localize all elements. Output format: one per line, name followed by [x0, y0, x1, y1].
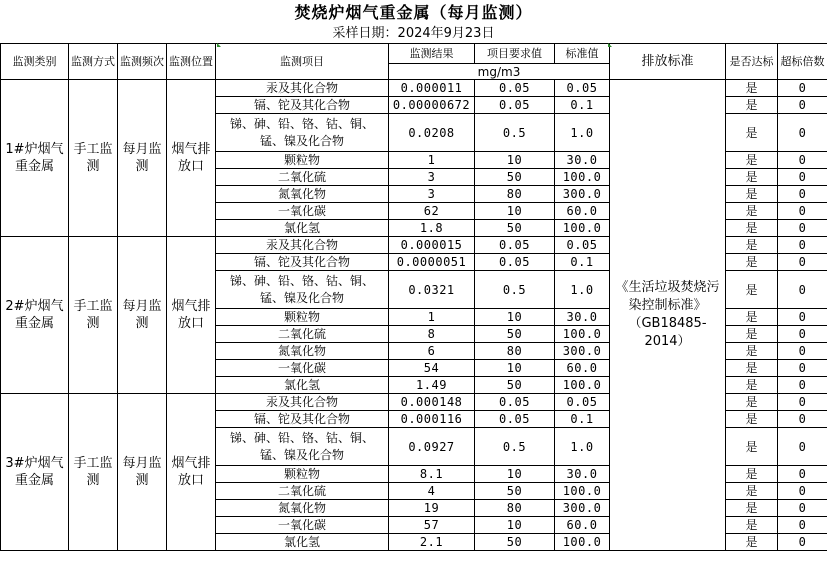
standard-value: 30.0: [555, 152, 610, 169]
compliance-status: 是: [726, 394, 778, 411]
required-value: 10: [475, 309, 555, 326]
monitoring-item: 汞及其化合物: [216, 394, 389, 411]
compliance-status: 是: [726, 534, 778, 551]
group-frequency: 每月监测: [118, 394, 167, 551]
group-category: 2#炉烟气重金属: [1, 237, 69, 394]
exceed-multiple: 0: [778, 326, 827, 343]
required-value: 0.05: [475, 237, 555, 254]
monitoring-result: 2.1: [389, 534, 475, 551]
monitoring-result: 8.1: [389, 466, 475, 483]
required-value: 80: [475, 186, 555, 203]
monitoring-result: 8: [389, 326, 475, 343]
header-standard-value: 标准值: [555, 44, 610, 64]
exceed-multiple: 0: [778, 203, 827, 220]
monitoring-result: 19: [389, 500, 475, 517]
exceed-multiple: 0: [778, 466, 827, 483]
required-value: 50: [475, 169, 555, 186]
standard-value: 1.0: [555, 428, 610, 466]
table-row: [1, 80, 827, 97]
exceed-multiple: 0: [778, 428, 827, 466]
monitoring-result: 57: [389, 517, 475, 534]
required-value: 50: [475, 534, 555, 551]
exceed-multiple: 0: [778, 343, 827, 360]
monitoring-result: 1.49: [389, 377, 475, 394]
standard-value: 100.0: [555, 326, 610, 343]
monitoring-result: 0.0321: [389, 271, 475, 309]
group-location: 烟气排放口: [167, 80, 216, 237]
monitoring-item: 二氧化硫: [216, 326, 389, 343]
monitoring-item: 氯化氢: [216, 534, 389, 551]
monitoring-item: 一氧化碳: [216, 360, 389, 377]
required-value: 10: [475, 360, 555, 377]
monitoring-item: 锑、砷、铅、铬、钴、铜、锰、镍及化合物: [216, 114, 389, 152]
monitoring-result: 0.00000672: [389, 97, 475, 114]
header-method: 监测方式: [69, 44, 118, 80]
monitoring-result: 1.8: [389, 220, 475, 237]
exceed-multiple: 0: [778, 271, 827, 309]
compliance-status: 是: [726, 483, 778, 500]
standard-value: 1.0: [555, 114, 610, 152]
compliance-status: 是: [726, 271, 778, 309]
exceed-multiple: 0: [778, 237, 827, 254]
monitoring-result: 1: [389, 309, 475, 326]
standard-value: 60.0: [555, 517, 610, 534]
monitoring-item: 汞及其化合物: [216, 237, 389, 254]
monitoring-result: 0.0000051: [389, 254, 475, 271]
header-compliant: 是否达标: [726, 44, 778, 80]
compliance-status: 是: [726, 326, 778, 343]
compliance-status: 是: [726, 186, 778, 203]
monitoring-result: 3: [389, 186, 475, 203]
exceed-multiple: 0: [778, 500, 827, 517]
header-frequency: 监测频次: [118, 44, 167, 80]
required-value: 0.5: [475, 428, 555, 466]
header-location: 监测位置: [167, 44, 216, 80]
required-value: 10: [475, 152, 555, 169]
compliance-status: 是: [726, 80, 778, 97]
exceed-multiple: 0: [778, 254, 827, 271]
monitoring-item: 一氧化碳: [216, 203, 389, 220]
standard-value: 1.0: [555, 271, 610, 309]
compliance-status: 是: [726, 203, 778, 220]
required-value: 80: [475, 343, 555, 360]
compliance-status: 是: [726, 114, 778, 152]
standard-value: 0.1: [555, 97, 610, 114]
compliance-status: 是: [726, 309, 778, 326]
monitoring-item: 颗粒物: [216, 309, 389, 326]
compliance-status: 是: [726, 343, 778, 360]
required-value: 0.05: [475, 411, 555, 428]
group-location: 烟气排放口: [167, 237, 216, 394]
exceed-multiple: 0: [778, 534, 827, 551]
group-method: 手工监测: [69, 394, 118, 551]
standard-value: 0.05: [555, 394, 610, 411]
group-category: 1#炉烟气重金属: [1, 80, 69, 237]
monitoring-result: 0.000116: [389, 411, 475, 428]
monitoring-result: 0.000148: [389, 394, 475, 411]
group-category: 3#炉烟气重金属: [1, 394, 69, 551]
standard-value: 0.05: [555, 237, 610, 254]
required-value: 50: [475, 377, 555, 394]
monitoring-table: [0, 43, 827, 551]
required-value: 0.5: [475, 114, 555, 152]
cell-comment-marker: [608, 43, 612, 47]
exceed-multiple: 0: [778, 80, 827, 97]
monitoring-result: 1: [389, 152, 475, 169]
monitoring-result: 3: [389, 169, 475, 186]
cell-comment-marker: [217, 43, 221, 47]
monitoring-item: 氮氧化物: [216, 500, 389, 517]
required-value: 50: [475, 483, 555, 500]
required-value: 0.05: [475, 97, 555, 114]
compliance-status: 是: [726, 466, 778, 483]
standard-value: 30.0: [555, 309, 610, 326]
compliance-status: 是: [726, 152, 778, 169]
compliance-status: 是: [726, 428, 778, 466]
required-value: 0.05: [475, 394, 555, 411]
emission-standard-text: 《生活垃圾焚烧污染控制标准》（GB18485-2014）: [610, 80, 726, 551]
compliance-status: 是: [726, 97, 778, 114]
monitoring-item: 二氧化硫: [216, 483, 389, 500]
compliance-status: 是: [726, 377, 778, 394]
required-value: 10: [475, 517, 555, 534]
standard-value: 100.0: [555, 377, 610, 394]
required-value: 80: [475, 500, 555, 517]
monitoring-result: 62: [389, 203, 475, 220]
exceed-multiple: 0: [778, 309, 827, 326]
monitoring-item: 氮氧化物: [216, 343, 389, 360]
standard-value: 60.0: [555, 360, 610, 377]
exceed-multiple: 0: [778, 377, 827, 394]
header-emission-standard: 排放标准: [610, 44, 726, 80]
monitoring-item: 锑、砷、铅、铬、钴、铜、锰、镍及化合物: [216, 271, 389, 309]
required-value: 0.5: [475, 271, 555, 309]
header-required: 项目要求值: [475, 44, 555, 64]
group-method: 手工监测: [69, 237, 118, 394]
monitoring-item: 镉、铊及其化合物: [216, 254, 389, 271]
report-title: 焚烧炉烟气重金属（每月监测）: [294, 3, 533, 22]
monitoring-result: 0.0927: [389, 428, 475, 466]
standard-value: 300.0: [555, 186, 610, 203]
exceed-multiple: 0: [778, 517, 827, 534]
exceed-multiple: 0: [778, 152, 827, 169]
monitoring-item: 镉、铊及其化合物: [216, 97, 389, 114]
group-frequency: 每月监测: [118, 237, 167, 394]
exceed-multiple: 0: [778, 186, 827, 203]
group-frequency: 每月监测: [118, 80, 167, 237]
monitoring-result: 0.000015: [389, 237, 475, 254]
monitoring-item: 氮氧化物: [216, 186, 389, 203]
standard-value: 300.0: [555, 500, 610, 517]
standard-value: 100.0: [555, 483, 610, 500]
sampling-date: 采样日期：2024年9月23日: [332, 26, 495, 41]
monitoring-item: 氯化氢: [216, 377, 389, 394]
compliance-status: 是: [726, 254, 778, 271]
required-value: 10: [475, 203, 555, 220]
standard-value: 100.0: [555, 169, 610, 186]
standard-value: 60.0: [555, 203, 610, 220]
compliance-status: 是: [726, 169, 778, 186]
monitoring-item: 汞及其化合物: [216, 80, 389, 97]
exceed-multiple: 0: [778, 360, 827, 377]
required-value: 10: [475, 466, 555, 483]
required-value: 0.05: [475, 254, 555, 271]
compliance-status: 是: [726, 220, 778, 237]
standard-value: 300.0: [555, 343, 610, 360]
monitoring-item: 一氧化碳: [216, 517, 389, 534]
required-value: 0.05: [475, 80, 555, 97]
header-unit: mg/m3: [389, 64, 610, 80]
compliance-status: 是: [726, 237, 778, 254]
monitoring-item: 颗粒物: [216, 466, 389, 483]
monitoring-item: 颗粒物: [216, 152, 389, 169]
group-location: 烟气排放口: [167, 394, 216, 551]
monitoring-item: 二氧化硫: [216, 169, 389, 186]
standard-value: 0.1: [555, 254, 610, 271]
monitoring-item: 锑、砷、铅、铬、钴、铜、锰、镍及化合物: [216, 428, 389, 466]
exceed-multiple: 0: [778, 97, 827, 114]
exceed-multiple: 0: [778, 411, 827, 428]
monitoring-result: 6: [389, 343, 475, 360]
header-result: 监测结果: [389, 44, 475, 64]
exceed-multiple: 0: [778, 114, 827, 152]
standard-value: 30.0: [555, 466, 610, 483]
monitoring-item: 镉、铊及其化合物: [216, 411, 389, 428]
exceed-multiple: 0: [778, 394, 827, 411]
compliance-status: 是: [726, 517, 778, 534]
header-exceed: 超标倍数: [778, 44, 827, 80]
standard-value: 100.0: [555, 534, 610, 551]
required-value: 50: [475, 326, 555, 343]
required-value: 50: [475, 220, 555, 237]
exceed-multiple: 0: [778, 169, 827, 186]
standard-value: 0.1: [555, 411, 610, 428]
header-category: 监测类别: [1, 44, 69, 80]
monitoring-result: 0.0208: [389, 114, 475, 152]
monitoring-result: 0.000011: [389, 80, 475, 97]
exceed-multiple: 0: [778, 483, 827, 500]
header-item: 监测项目: [216, 44, 389, 80]
standard-value: 100.0: [555, 220, 610, 237]
monitoring-result: 54: [389, 360, 475, 377]
standard-value: 0.05: [555, 80, 610, 97]
group-method: 手工监测: [69, 80, 118, 237]
compliance-status: 是: [726, 411, 778, 428]
exceed-multiple: 0: [778, 220, 827, 237]
compliance-status: 是: [726, 500, 778, 517]
monitoring-result: 4: [389, 483, 475, 500]
monitoring-item: 氯化氢: [216, 220, 389, 237]
compliance-status: 是: [726, 360, 778, 377]
